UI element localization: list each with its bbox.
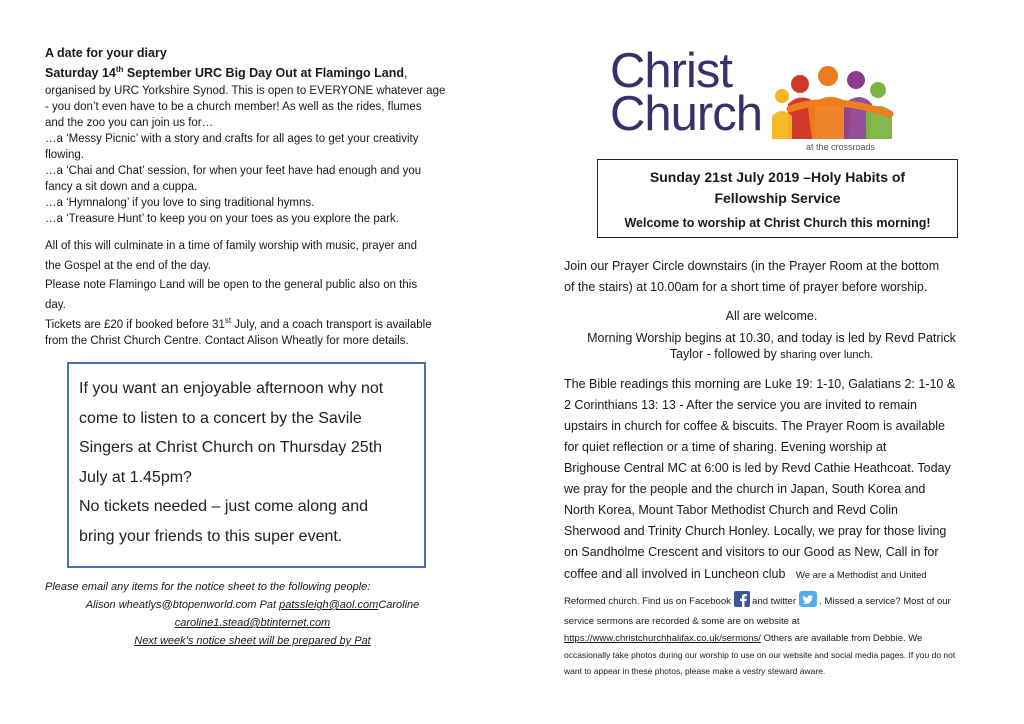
bible-line: The Bible readings this morning are Luke 19: 1-10, Galatians 2: 1-10 &	[564, 377, 956, 391]
bible-readings-paragraph	[564, 374, 979, 587]
all-welcome: All are welcome.	[725, 309, 818, 323]
logo-line-christ: Christ	[610, 44, 732, 98]
bible-line: Sherwood and Trinity Church Honley. Locally, we pray for those living	[564, 524, 947, 538]
diary-section	[45, 44, 460, 349]
intro-line: - you don’t even have to be a church member! As well as the rides, flumes	[45, 101, 422, 113]
notice-sheet-contacts	[45, 578, 460, 650]
welcome-message: Welcome to worship at Christ Church this morning!	[624, 216, 931, 230]
intro-line: flowing.	[45, 149, 84, 161]
caroline-email-row	[45, 614, 460, 632]
event-date-suffix: th	[115, 64, 124, 74]
caroline-email-link[interactable]: caroline1.stead@btinternet.com	[174, 617, 331, 629]
service-details	[564, 256, 979, 679]
intro-line: …a ‘Treasure Hunt’ to keep you on your toes as you explore the park.	[45, 213, 399, 225]
caroline-label: Caroline	[378, 599, 420, 611]
luncheon-row	[564, 563, 979, 587]
bible-line: North Korea, Mount Tabor Methodist Church and Revd Colin	[564, 503, 898, 517]
logo-line-church: Church	[610, 87, 762, 141]
methodist-text: We are a Methodist and United	[795, 570, 927, 581]
culminate-line: the Gospel at the end of the day.	[45, 259, 212, 272]
reformed-text: Reformed church. Find us on Facebook	[564, 596, 731, 607]
culminate-paragraph	[45, 237, 460, 315]
culminate-line: Please note Flamingo Land will be open to the general public also on this	[45, 279, 418, 291]
event-title	[45, 63, 460, 83]
logo-wordmark	[610, 44, 762, 141]
intro-line: …a ‘Chai and Chat’ session, for when your feet have had enough and you	[45, 165, 422, 177]
service-heading-box	[597, 159, 958, 238]
service-title-line: Fellowship Service	[714, 190, 841, 206]
contact-emails	[45, 596, 460, 614]
sermons-link[interactable]: https://www.christchurchhalifax.co.uk/sermons/	[564, 633, 761, 644]
intro-line: fancy a sit down and a cuppa.	[45, 181, 198, 193]
tickets-text-rest: July, and a coach transport is available	[231, 319, 432, 331]
people-figures-icon	[760, 54, 910, 149]
sermons-line: service sermons are recorded & some are on website at	[564, 616, 800, 627]
tickets-contact: from the Christ Church Centre. Contact Alison Wheatly for more details.	[45, 335, 409, 347]
photos-note: occasionally take photos during our worship to use on our website and social media pages. If you do not	[564, 650, 956, 660]
culminate-line: All of this will culminate in a time of family worship with music, prayer and	[45, 240, 417, 252]
event-intro	[45, 83, 460, 227]
concert-line: If you want an enjoyable afternoon why not	[79, 380, 384, 397]
photos-note-2: want to appear in these photos, please make a vestry steward aware.	[564, 666, 826, 676]
concert-line: No tickets needed – just come along and	[79, 498, 369, 515]
facebook-icon[interactable]	[734, 591, 750, 613]
concert-line: come to listen to a concert by the Savile	[79, 409, 362, 427]
concert-line: July at 1.45pm?	[79, 468, 192, 486]
sermons-link-row	[564, 630, 979, 647]
bible-line: upstairs in church for coffee & biscuits. The Prayer Room is available	[564, 419, 945, 433]
twitter-icon[interactable]	[799, 591, 817, 613]
service-title-line: Sunday 21st July 2019 –Holy Habits of	[649, 169, 906, 185]
sermons-rest: Others are available from Debbie. We	[760, 633, 923, 644]
alison-email: Alison wheatlys@btopenworld.com Pat	[85, 599, 280, 611]
event-comma: ,	[404, 66, 408, 80]
next-week-note: Next week’s notice sheet will be prepared by Pat	[134, 635, 371, 647]
bible-line: for quiet reflection or a time of sharing. Evening worship at	[564, 440, 887, 454]
luncheon-text: coffee and all involved in Luncheon club	[564, 567, 786, 581]
morning-worship-line-2	[564, 346, 979, 363]
pat-email-link[interactable]: patssleigh@aol.com	[279, 599, 379, 611]
prayer-circle-line: Join our Prayer Circle downstairs (in the Prayer Room at the bottom	[564, 259, 940, 273]
intro-line: …a ‘Hymnalong’ if you love to sing traditional hymns.	[45, 197, 315, 209]
event-date: Saturday 14	[45, 66, 116, 80]
bible-line: 2 Corinthians 13: 13 - After the service you are invited to remain	[564, 398, 917, 412]
social-row	[564, 591, 979, 613]
intro-line: and the zoo you can join us for…	[45, 117, 214, 129]
logo-subtitle: at the crossroads	[806, 142, 876, 152]
email-instructions: Please email any items for the notice sheet to the following people:	[45, 581, 371, 593]
concert-line: bring your friends to this super event.	[79, 527, 343, 545]
culminate-line: day.	[45, 298, 66, 311]
christ-church-logo	[610, 44, 910, 156]
diary-title: A date for your diary	[45, 46, 167, 60]
bible-line: on Sandholme Crescent and visitors to our Good as New, Call in for	[564, 545, 939, 559]
bible-line: we pray for the people and the church in Japan, South Korea and	[564, 482, 926, 496]
prayer-circle-line: of the stairs) at 10.00am for a short time of prayer before worship.	[564, 280, 928, 294]
tickets-text: Tickets are £20 if booked before 31	[45, 319, 225, 331]
concert-line: Singers at Christ Church on Thursday 25th	[79, 439, 382, 456]
lunch-note: sharing over lunch.	[780, 349, 874, 361]
intro-line: …a ‘Messy Picnic’ with a story and crafts for all ages to get your creativity	[45, 133, 419, 145]
concert-notice-box	[67, 362, 426, 568]
missed-service-text: . Missed a service? Most of our	[819, 596, 951, 607]
morning-worship-line: Morning Worship begins at 10.30, and today is led by Revd Patrick	[587, 331, 956, 345]
tickets-date-suffix: st	[224, 316, 232, 326]
bible-line: Brighouse Central MC at 6:00 is led by Revd Cathie Heathcoat. Today	[564, 461, 951, 475]
intro-line: organised by URC Yorkshire Synod. This is open to EVERYONE whatever age	[45, 85, 446, 97]
tickets-info	[45, 317, 460, 349]
twitter-text: and twitter	[752, 596, 796, 607]
morning-leader: Taylor - followed by	[669, 347, 781, 361]
event-name: September URC Big Day Out at Flamingo Land	[123, 66, 405, 80]
